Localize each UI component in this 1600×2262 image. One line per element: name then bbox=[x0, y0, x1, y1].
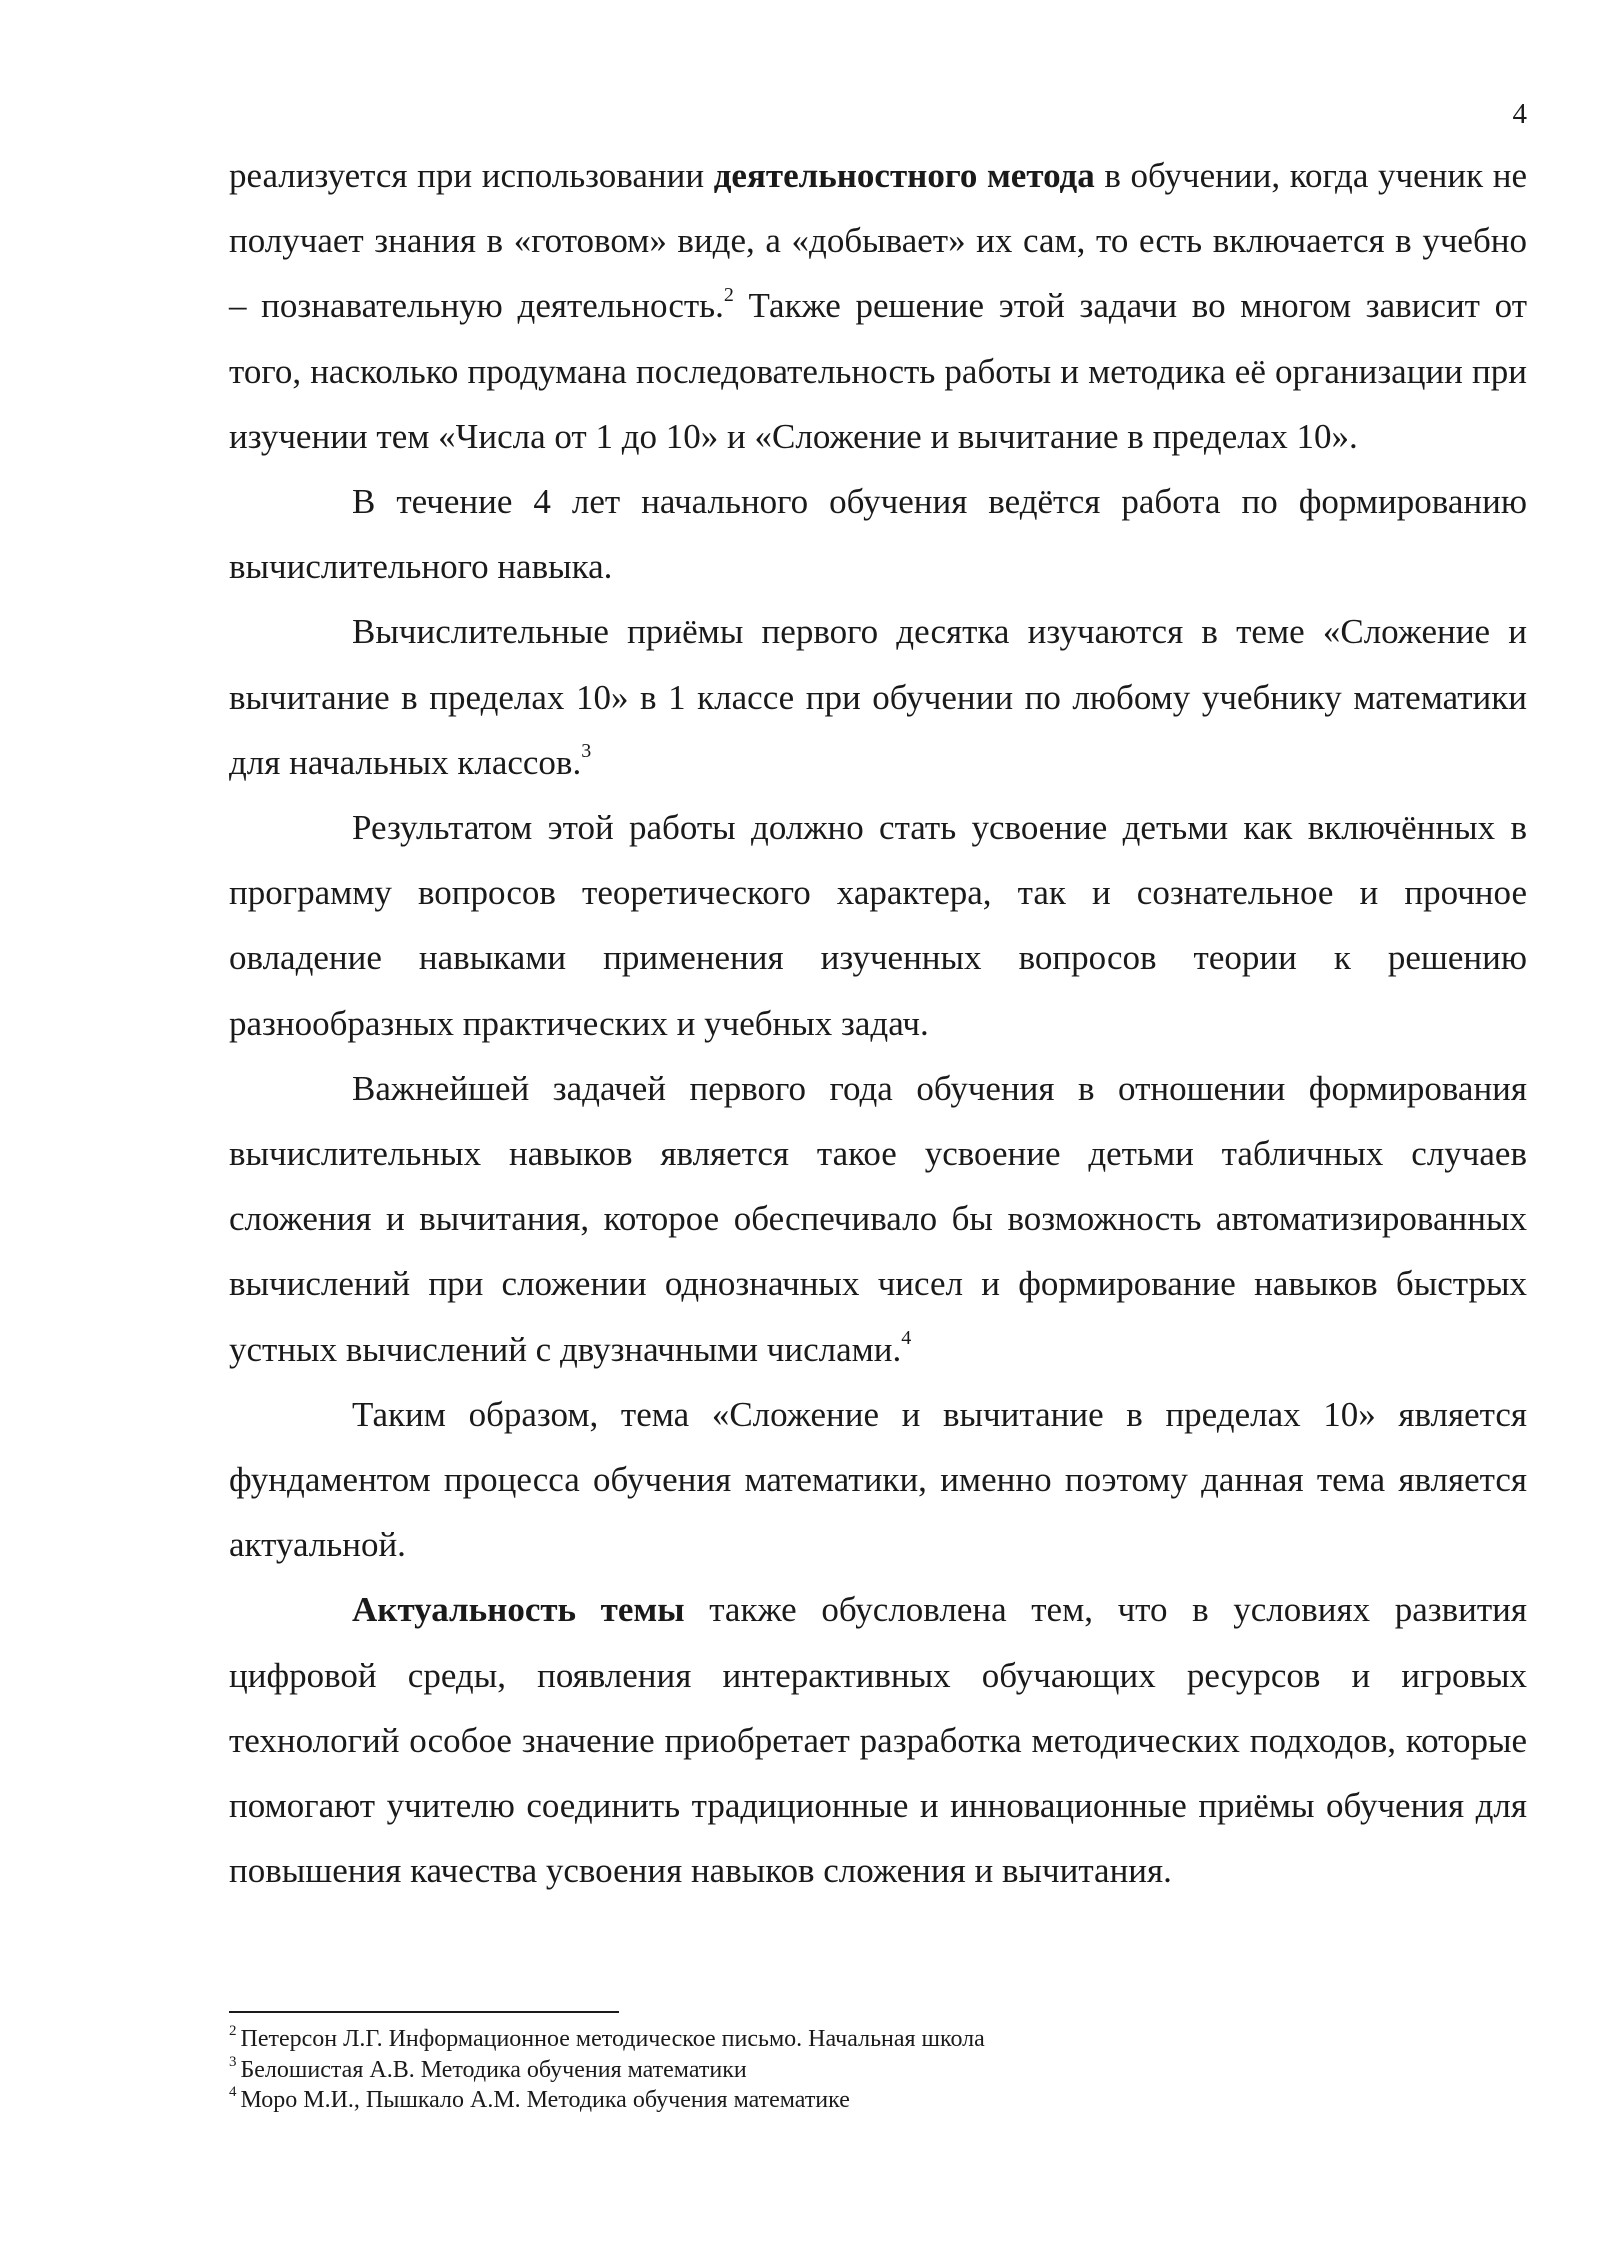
footnote-text: Белошистая А.В. Методика обучения математики bbox=[240, 2056, 747, 2083]
text-segment: реализуется при использовании bbox=[229, 156, 714, 195]
footnote-ref: 3 bbox=[581, 740, 592, 763]
body-text bbox=[229, 143, 1527, 1903]
footnote-item bbox=[229, 2055, 1527, 2086]
footnote-item bbox=[229, 2024, 1527, 2055]
footnote-ref: 4 bbox=[901, 1327, 912, 1349]
paragraph bbox=[229, 1056, 1527, 1382]
text-segment: Важнейшей задачей первого года обучения в отношении формирования вычислительных навыков является такое усвоение детьми табличных случаев сложения и вычитания, которое обеспечивало бы возможность автоматизированных вычислений при сложении однозначных чисел и формирование навыков быстрых устных вычислений с двузначными числами. bbox=[229, 1068, 1527, 1369]
paragraph bbox=[229, 1382, 1527, 1578]
text-segment: Также решение этой задачи во многом зависит от того, насколько продумана последовательность работы и методика её организации при изучении тем «Числа от 1 до 10» и «Сложение и вычитание в пределах 10». bbox=[229, 286, 1527, 456]
footnote-text: Петерсон Л.Г. Информационное методическое письмо. Начальная школа bbox=[240, 2026, 985, 2052]
text-segment: также обусловлена тем, что в условиях развития цифровой среды, появления интерактивных обучающих ресурсов и игровых технологий особое значение приобретает разработка методических подходов, которые помогают учителю соединить традиционные и инновационные приёмы обучения для повышения качества усвоения навыков сложения и вычитания. bbox=[229, 1590, 1527, 1891]
footnote-number: 4 bbox=[229, 2084, 237, 2100]
footnote-number: 3 bbox=[229, 2053, 237, 2070]
paragraph bbox=[229, 143, 1527, 469]
page-number: 4 bbox=[1512, 98, 1527, 130]
footnote-item bbox=[229, 2085, 1527, 2116]
text-segment: Результатом этой работы должно стать усвоение детьми как включённых в программу вопросов теоретического характера, так и сознательное и прочное овладение навыками применения изученных вопросов теории к решению разнообразных практических и учебных задач. bbox=[229, 808, 1527, 1043]
paragraph bbox=[229, 469, 1527, 599]
footnote-ref: 2 bbox=[723, 283, 734, 306]
text-segment: Вычислительные приёмы первого десятка изучаются в теме «Сложение и вычитание в пределах 10» в 1 классе при обучении по любому учебнику математики для начальных классов. bbox=[229, 612, 1527, 782]
footnote-separator bbox=[229, 2011, 619, 2013]
footnotes bbox=[229, 2024, 1527, 2116]
footnote-number: 2 bbox=[229, 2023, 237, 2039]
paragraph bbox=[229, 795, 1527, 1056]
paragraph bbox=[229, 599, 1527, 795]
bold-term: деятельностного метода bbox=[713, 156, 1095, 195]
text-segment: в обучении, когда ученик не получает знания в «готовом» виде, а «добывает» их сам, то есть включается в учебно – познавательную деятельность. bbox=[229, 156, 1527, 326]
text-segment: Таким образом, тема «Сложение и вычитание в пределах 10» является фундаментом процесса обучения математики, именно поэтому данная тема является актуальной. bbox=[229, 1394, 1527, 1565]
bold-term: Актуальность темы bbox=[352, 1590, 685, 1630]
text-segment: В течение 4 лет начального обучения ведётся работа по формированию вычислительного навыка. bbox=[229, 482, 1527, 587]
paragraph bbox=[229, 1577, 1527, 1903]
footnote-text: Моро М.И., Пышкало А.М. Методика обучения математике bbox=[240, 2087, 850, 2113]
